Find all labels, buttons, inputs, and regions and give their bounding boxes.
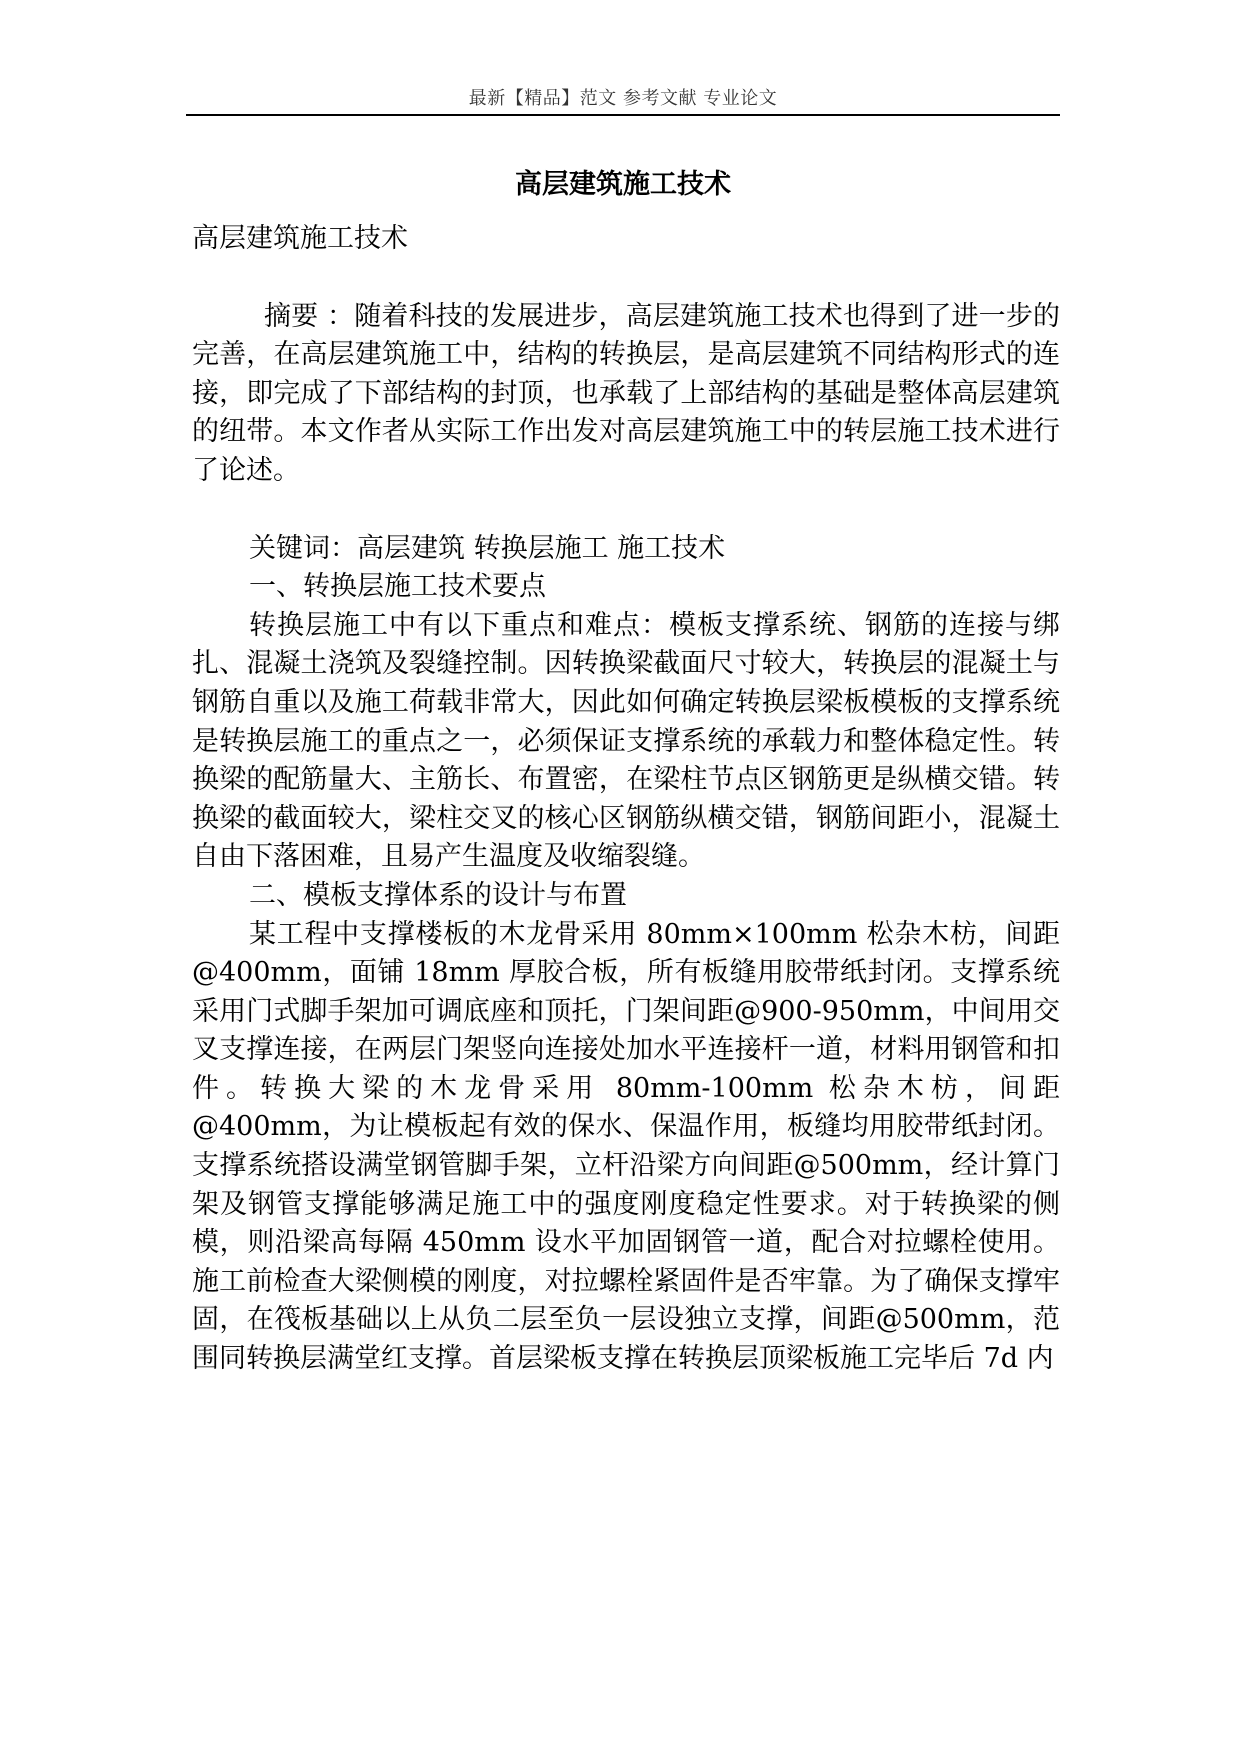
header-divider <box>186 114 1060 116</box>
section-heading-2: 二、模板支撑体系的设计与布置 <box>249 879 627 911</box>
section-paragraph-1: 转换层施工中有以下重点和难点：模板支撑系统、钢筋的连接与绑扎、混凝土浇筑及裂缝控制。因转换梁截面尺寸较大，转换层的混凝土与钢筋自重以及施工荷载非常大，因此如何确定转换层梁板模板的支撑系统是转换层施工的重点之一，必须保证支撑系统的承载力和整体稳定性。转换梁的配筋量大、主筋长、布置密，在梁柱节点区钢筋更是纵横交错。转换梁的截面较大，梁柱交叉的核心区钢筋纵横交错，钢筋间距小，混凝土自由下落困难，且易产生温度及收缩裂缝。 <box>192 609 1060 873</box>
keywords-line: 关键词：高层建筑 转换层施工 施工技术 <box>249 532 726 564</box>
document-body <box>192 220 1060 1379</box>
section-heading-1: 一、转换层施工技术要点 <box>249 571 546 603</box>
document-title: 高层建筑施工技术 <box>515 169 731 200</box>
document-subtitle: 高层建筑施工技术 <box>192 223 408 254</box>
page-header: 最新【精品】范文 参考文献 专业论文 <box>468 88 778 109</box>
section-paragraph-2: 某工程中支撑楼板的木龙骨采用 80mm×100mm 松杂木枋，间距@400mm，面铺 18mm 厚胶合板，所有板缝用胶带纸封闭。支撑系统采用门式脚手架加可调底座和顶托，门架间距@900-950mm，中间用交叉支撑连接，在两层门架竖向连接处加水平连接杆一道，材料用钢管和扣件。转换大梁的木龙骨采用 80mm-100mm 松杂木枋，间距@400mm，为让模板起有效的保水、保温作用，板缝均用胶带纸封闭。支撑系统搭设满堂钢管脚手架，立杆沿梁方向间距@500mm，经计算门架及钢管支撑能够满足施工中的强度刚度稳定性要求。对于转换梁的侧模，则沿梁高每隔 450mm 设水平加固钢管一道，配合对拉螺栓使用。施工前检查大梁侧模的刚度，对拉螺栓紧固件是否牢靠。为了确保支撑牢固，在筏板基础以上从负二层至负一层设独立支撑，间距@500mm，范围同转换层满堂红支撑。首层梁板支撑在转换层顶梁板施工完毕后 7d 内 <box>192 918 1060 1375</box>
abstract-paragraph: 摘要 ：随着科技的发展进步，高层建筑施工技术也得到了进一步的完善，在高层建筑施工中，结构的转换层，是高层建筑不同结构形式的连接，即完成了下部结构的封顶，也承载了上部结构的基础是整体高层建筑的纽带。本文作者从实际工作出发对高层建筑施工中的转层施工技术进行了论述。 <box>192 300 1060 486</box>
